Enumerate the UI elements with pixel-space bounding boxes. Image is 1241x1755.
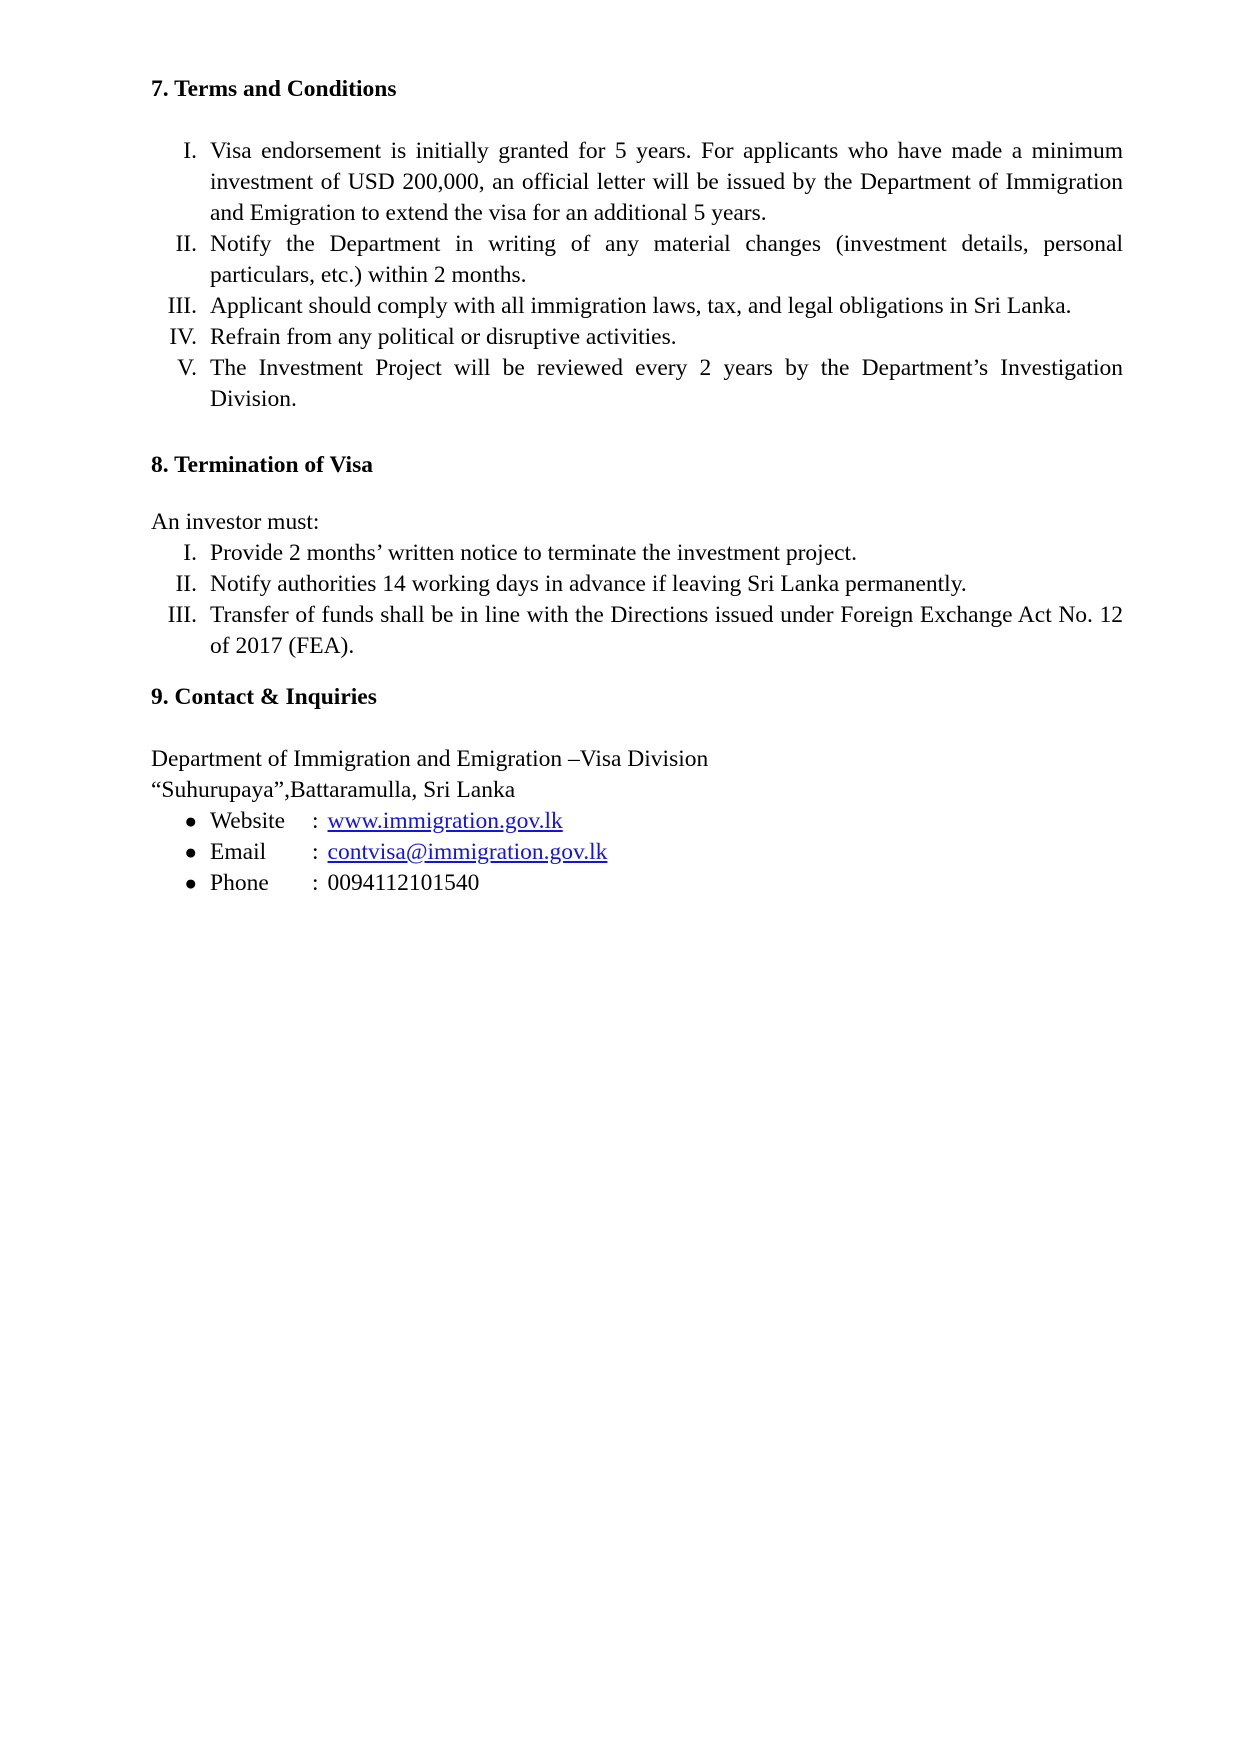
contact-row-phone bbox=[151, 868, 1123, 899]
list-item bbox=[151, 322, 1123, 353]
section9-heading: 9. Contact & Inquiries bbox=[151, 684, 377, 710]
website-link[interactable]: www.immigration.gov.lk bbox=[327, 808, 563, 834]
list-numeral: I. bbox=[183, 540, 197, 566]
list-numeral: III. bbox=[167, 293, 197, 319]
bullet-icon: ● bbox=[184, 840, 197, 864]
list-numeral: II. bbox=[175, 231, 197, 257]
list-item bbox=[151, 291, 1123, 322]
list-item bbox=[151, 136, 1123, 229]
contact-label-website: Website bbox=[210, 808, 286, 834]
bullet-icon: ● bbox=[184, 871, 197, 895]
list-item-text: Transfer of funds shall be in line with the Directions issued under Foreign Exchange Act No. 12 of 2017 (FEA). bbox=[210, 602, 1123, 659]
section7-list bbox=[151, 136, 1123, 415]
list-item bbox=[151, 229, 1123, 291]
contact-separator: : bbox=[312, 870, 319, 896]
list-numeral: V. bbox=[177, 355, 197, 381]
list-numeral: II. bbox=[175, 571, 197, 597]
email-link[interactable]: contvisa@immigration.gov.lk bbox=[327, 839, 608, 865]
list-numeral: I. bbox=[183, 138, 197, 164]
section8-intro: An investor must: bbox=[151, 509, 320, 535]
list-numeral: IV. bbox=[169, 324, 197, 350]
contact-list bbox=[151, 806, 1123, 899]
section8-list bbox=[151, 538, 1123, 662]
contact-row-email bbox=[151, 837, 1123, 868]
phone-value: 0094112101540 bbox=[327, 870, 480, 896]
list-item-text: Notify authorities 14 working days in advance if leaving Sri Lanka permanently. bbox=[210, 571, 967, 597]
contact-separator: : bbox=[312, 839, 319, 865]
address-line-2: “Suhurupaya”,Battaramulla, Sri Lanka bbox=[151, 777, 516, 803]
list-item bbox=[151, 353, 1123, 415]
list-item-text: Visa endorsement is initially granted for 5 years. For applicants who have made a minimum investment of USD 200,000, an official letter will be issued by the Department of Immigration and Emigration to extend the visa for an additional 5 years. bbox=[210, 138, 1123, 226]
list-item bbox=[151, 538, 1123, 569]
address-line-1: Department of Immigration and Emigration –Visa Division bbox=[151, 746, 709, 772]
list-item-text: Provide 2 months’ written notice to terminate the investment project. bbox=[210, 540, 857, 566]
list-item-text: Notify the Department in writing of any material changes (investment details, personal particulars, etc.) within 2 months. bbox=[210, 231, 1123, 288]
list-numeral: III. bbox=[167, 602, 197, 628]
list-item bbox=[151, 600, 1123, 662]
list-item-text: The Investment Project will be reviewed every 2 years by the Department’s Investigation Division. bbox=[210, 355, 1123, 412]
contact-label-phone: Phone bbox=[210, 870, 269, 896]
section7-heading: 7. Terms and Conditions bbox=[151, 76, 397, 102]
contact-separator: : bbox=[312, 808, 319, 834]
list-item-text: Refrain from any political or disruptive activities. bbox=[210, 324, 677, 350]
contact-label-email: Email bbox=[210, 839, 267, 865]
list-item bbox=[151, 569, 1123, 600]
list-item-text: Applicant should comply with all immigration laws, tax, and legal obligations in Sri Lanka. bbox=[210, 293, 1072, 319]
contact-row-website bbox=[151, 806, 1123, 837]
section8-heading: 8. Termination of Visa bbox=[151, 452, 373, 478]
bullet-icon: ● bbox=[184, 809, 197, 833]
